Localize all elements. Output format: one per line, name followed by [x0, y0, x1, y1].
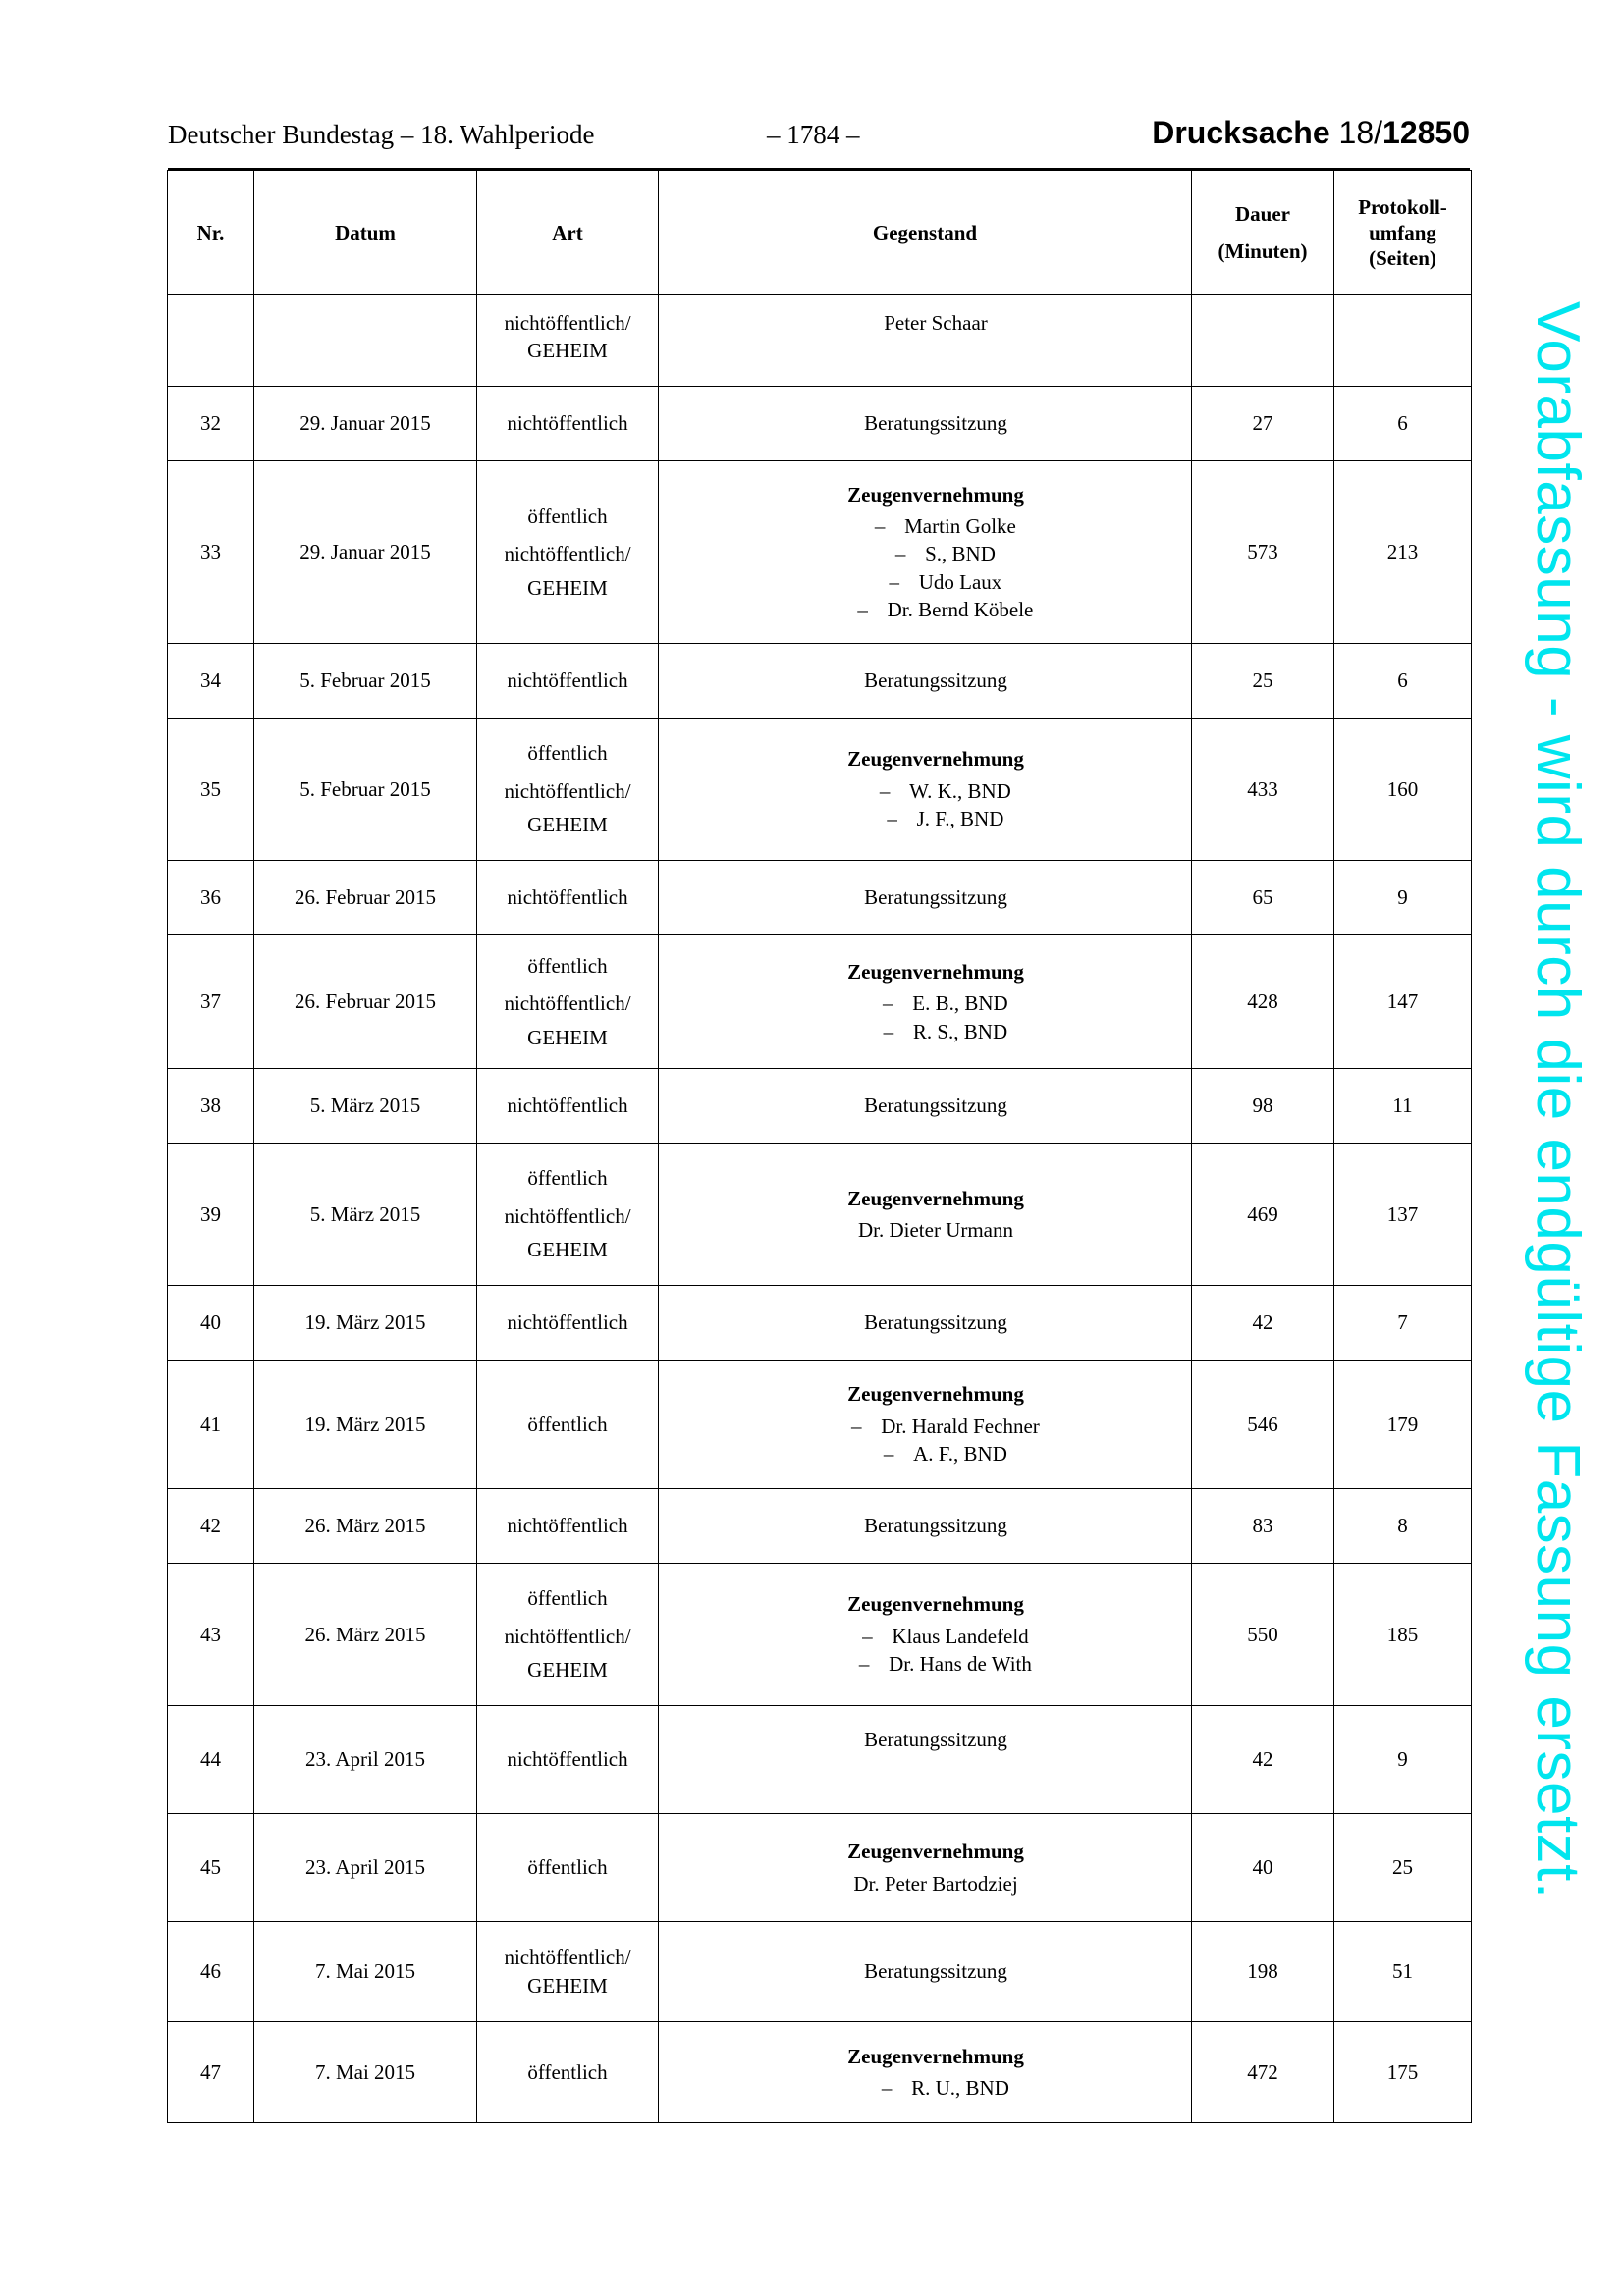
draft-watermark [1524, 301, 1592, 1990]
cell-art [477, 2022, 659, 2123]
witness-name: Dr. Hans de With [889, 1652, 1032, 1677]
art-line: öffentlich [527, 741, 608, 766]
witness-dash: – [887, 807, 897, 831]
cell-dauer: 469 [1192, 1144, 1334, 1286]
art-line: GEHEIM [527, 1025, 608, 1049]
gegenstand-title: Zeugenvernehmung [847, 1186, 1024, 1210]
table-row [168, 1144, 1472, 1286]
cell-nr [168, 295, 254, 387]
cell-seiten: 6 [1334, 387, 1472, 461]
cell-seiten: 25 [1334, 1814, 1472, 1922]
cell-seiten: 6 [1334, 644, 1472, 719]
gegenstand-text: Beratungssitzung [864, 1959, 1007, 1984]
cell-datum: 29. Januar 2015 [254, 387, 477, 461]
art-line: öffentlich [527, 2059, 608, 2084]
art-line: nichtöffentlich [507, 1514, 628, 1538]
cell-nr: 41 [168, 1361, 254, 1489]
col-header-protokoll [1334, 171, 1472, 295]
cell-nr: 32 [168, 387, 254, 461]
cell-art [477, 1564, 659, 1706]
cell-art [477, 461, 659, 644]
cell-seiten: 8 [1334, 1489, 1472, 1564]
table-row [168, 1922, 1472, 2022]
cell-seiten: 7 [1334, 1286, 1472, 1361]
cell-dauer: 198 [1192, 1922, 1334, 2022]
art-line: nichtöffentlich/ [504, 778, 631, 803]
witness-dash: – [862, 1624, 873, 1648]
col-header-nr: Nr. [168, 171, 254, 295]
cell-gegenstand [659, 295, 1192, 387]
art-line: nichtöffentlich/ [504, 991, 631, 1016]
cell-dauer: 25 [1192, 644, 1334, 719]
protokoll-label-2: umfang [1369, 220, 1436, 244]
art-line: nichtöffentlich/ [504, 311, 631, 335]
cell-art [477, 644, 659, 719]
cell-dauer: 27 [1192, 387, 1334, 461]
art-line: GEHEIM [527, 1658, 608, 1682]
witness-name: E. B., BND [912, 991, 1008, 1016]
witness-dash: – [883, 1442, 894, 1467]
witness-name: J. F., BND [916, 807, 1004, 831]
art-line: GEHEIM [527, 339, 608, 363]
witness-dash: – [879, 778, 891, 803]
table-body [168, 295, 1472, 2123]
witness-name: Dr. Harald Fechner [881, 1414, 1040, 1438]
cell-seiten: 213 [1334, 461, 1472, 644]
witness-item [680, 1413, 1191, 1440]
witness-item [680, 989, 1191, 1017]
table-header-row [168, 171, 1472, 295]
art-line: nichtöffentlich/ [504, 1203, 631, 1228]
art-line: GEHEIM [527, 575, 608, 600]
gegenstand-text: Dr. Dieter Urmann [857, 1218, 1014, 1242]
doc-period: 18/ [1329, 115, 1383, 150]
art-line: nichtöffentlich [507, 411, 628, 436]
cell-seiten: 179 [1334, 1361, 1472, 1489]
cell-seiten: 11 [1334, 1069, 1472, 1144]
witness-item [680, 1440, 1191, 1468]
cell-datum: 5. März 2015 [254, 1144, 477, 1286]
witness-item [680, 1018, 1191, 1045]
doc-number: 12850 [1382, 115, 1470, 150]
page-number: – 1784 – [767, 120, 860, 149]
gegenstand-text: Beratungssitzung [864, 411, 1007, 436]
protokoll-unit: (Seiten) [1369, 246, 1436, 271]
cell-nr: 37 [168, 935, 254, 1069]
cell-gegenstand [659, 861, 1192, 935]
art-line: nichtöffentlich [507, 1310, 628, 1335]
cell-seiten: 175 [1334, 2022, 1472, 2123]
cell-gegenstand [659, 1922, 1192, 2022]
cell-nr: 38 [168, 1069, 254, 1144]
gegenstand-text: Beratungssitzung [864, 668, 1007, 693]
table-row [168, 1286, 1472, 1361]
cell-gegenstand [659, 2022, 1192, 2123]
cell-datum: 26. Februar 2015 [254, 935, 477, 1069]
cell-art [477, 1286, 659, 1361]
cell-dauer: 42 [1192, 1286, 1334, 1361]
gegenstand-title: Zeugenvernehmung [847, 482, 1024, 507]
gegenstand-title: Zeugenvernehmung [847, 1382, 1024, 1407]
cell-art [477, 1069, 659, 1144]
cell-datum: 26. Februar 2015 [254, 861, 477, 935]
witness-dash: – [883, 991, 893, 1016]
art-line: nichtöffentlich/ [504, 542, 631, 566]
cell-datum: 7. Mai 2015 [254, 2022, 477, 2123]
cell-nr: 45 [168, 1814, 254, 1922]
dauer-label: Dauer [1235, 201, 1290, 226]
cell-art [477, 935, 659, 1069]
witness-item [680, 2074, 1191, 2102]
cell-dauer: 65 [1192, 861, 1334, 935]
cell-dauer [1192, 295, 1334, 387]
cell-nr: 33 [168, 461, 254, 644]
witness-item [680, 512, 1191, 540]
witness-name: A. F., BND [913, 1442, 1007, 1467]
gegenstand-text: Beratungssitzung [864, 1094, 1007, 1118]
cell-seiten: 137 [1334, 1144, 1472, 1286]
table-row [168, 1069, 1472, 1144]
cell-dauer: 98 [1192, 1069, 1334, 1144]
witness-name: S., BND [925, 542, 996, 566]
sessions-table [167, 170, 1472, 2123]
cell-nr: 35 [168, 719, 254, 861]
gegenstand-text: Beratungssitzung [864, 1728, 1007, 1751]
cell-datum: 7. Mai 2015 [254, 1922, 477, 2022]
cell-gegenstand [659, 719, 1192, 861]
cell-dauer: 83 [1192, 1489, 1334, 1564]
witness-dash: – [858, 1652, 870, 1677]
witness-dash: – [894, 542, 906, 566]
cell-dauer: 573 [1192, 461, 1334, 644]
table-row [168, 2022, 1472, 2123]
cell-nr: 44 [168, 1706, 254, 1814]
cell-art [477, 1706, 659, 1814]
witness-item [680, 777, 1191, 805]
witness-name: Martin Golke [904, 513, 1016, 538]
gegenstand-title: Zeugenvernehmung [847, 747, 1024, 772]
protokoll-label-1: Protokoll- [1358, 194, 1447, 219]
cell-gegenstand [659, 1489, 1192, 1564]
table-row [168, 861, 1472, 935]
cell-gegenstand [659, 935, 1192, 1069]
table-row [168, 1489, 1472, 1564]
art-line: nichtöffentlich/ [504, 1624, 631, 1648]
cell-art [477, 295, 659, 387]
witness-item [680, 1650, 1191, 1678]
cell-gegenstand [659, 1814, 1192, 1922]
table-row [168, 387, 1472, 461]
table-row [168, 719, 1472, 861]
table-row [168, 1814, 1472, 1922]
art-line: nichtöffentlich/ [504, 1946, 631, 1970]
gegenstand-text: Peter Schaar [884, 311, 988, 335]
art-line: nichtöffentlich [507, 1747, 628, 1772]
table-row [168, 1564, 1472, 1706]
cell-gegenstand [659, 1144, 1192, 1286]
cell-nr: 40 [168, 1286, 254, 1361]
cell-gegenstand [659, 644, 1192, 719]
cell-seiten: 51 [1334, 1922, 1472, 2022]
cell-art [477, 1814, 659, 1922]
witness-item [680, 1623, 1191, 1650]
cell-art [477, 387, 659, 461]
cell-datum: 19. März 2015 [254, 1286, 477, 1361]
dauer-unit: (Minuten) [1218, 240, 1308, 263]
witness-item [680, 805, 1191, 832]
cell-art [477, 861, 659, 935]
cell-gegenstand [659, 1286, 1192, 1361]
witness-dash: – [883, 1019, 894, 1043]
table-row [168, 1706, 1472, 1814]
cell-gegenstand [659, 1069, 1192, 1144]
art-line: öffentlich [527, 1412, 608, 1436]
cell-datum: 5. März 2015 [254, 1069, 477, 1144]
cell-art [477, 1144, 659, 1286]
art-line: GEHEIM [527, 1238, 608, 1262]
art-line: GEHEIM [527, 1973, 608, 1998]
cell-nr: 47 [168, 2022, 254, 2123]
cell-gegenstand [659, 387, 1192, 461]
cell-datum: 19. März 2015 [254, 1361, 477, 1489]
cell-gegenstand [659, 1361, 1192, 1489]
witness-item [680, 596, 1191, 623]
cell-dauer: 550 [1192, 1564, 1334, 1706]
gegenstand-text: Beratungssitzung [864, 1310, 1007, 1335]
cell-datum: 26. März 2015 [254, 1564, 477, 1706]
col-header-art: Art [477, 171, 659, 295]
cell-nr: 43 [168, 1564, 254, 1706]
cell-datum: 23. April 2015 [254, 1814, 477, 1922]
art-line: öffentlich [527, 504, 608, 528]
cell-gegenstand [659, 461, 1192, 644]
table-row [168, 295, 1472, 387]
witness-dash: – [874, 513, 886, 538]
gegenstand-title: Zeugenvernehmung [847, 1840, 1024, 1864]
cell-seiten: 160 [1334, 719, 1472, 861]
gegenstand-title: Zeugenvernehmung [847, 2044, 1024, 2068]
witness-dash: – [889, 569, 899, 594]
cell-art [477, 1361, 659, 1489]
cell-dauer: 428 [1192, 935, 1334, 1069]
witness-dash: – [850, 1414, 862, 1438]
col-header-gegenstand: Gegenstand [659, 171, 1192, 295]
table-row [168, 644, 1472, 719]
cell-datum [254, 295, 477, 387]
art-line: nichtöffentlich [507, 668, 628, 693]
cell-datum: 26. März 2015 [254, 1489, 477, 1564]
witness-dash: – [857, 598, 868, 622]
cell-datum: 5. Februar 2015 [254, 644, 477, 719]
cell-seiten: 147 [1334, 935, 1472, 1069]
col-header-dauer [1192, 171, 1334, 295]
art-line: öffentlich [527, 1166, 608, 1191]
watermark-text: Vorabfassung - wird durch die endgültige Fassung ersetzt. [1524, 301, 1592, 1899]
witness-item [680, 540, 1191, 567]
cell-dauer: 40 [1192, 1814, 1334, 1922]
cell-seiten [1334, 295, 1472, 387]
table-row [168, 935, 1472, 1069]
table-row [168, 1361, 1472, 1489]
gegenstand-text: Beratungssitzung [864, 1514, 1007, 1538]
cell-seiten: 9 [1334, 861, 1472, 935]
gegenstand-text: Beratungssitzung [864, 885, 1007, 910]
cell-dauer: 42 [1192, 1706, 1334, 1814]
witness-name: W. K., BND [909, 778, 1011, 803]
cell-datum: 23. April 2015 [254, 1706, 477, 1814]
cell-datum: 5. Februar 2015 [254, 719, 477, 861]
art-line: GEHEIM [527, 813, 608, 837]
witness-name: Dr. Bernd Köbele [887, 598, 1034, 622]
cell-seiten: 9 [1334, 1706, 1472, 1814]
cell-art [477, 1922, 659, 2022]
cell-dauer: 546 [1192, 1361, 1334, 1489]
gegenstand-title: Zeugenvernehmung [847, 1592, 1024, 1617]
gegenstand-title: Zeugenvernehmung [847, 959, 1024, 984]
witness-name: Klaus Landefeld [892, 1624, 1029, 1648]
cell-datum: 29. Januar 2015 [254, 461, 477, 644]
art-line: nichtöffentlich [507, 885, 628, 910]
art-line: nichtöffentlich [507, 1094, 628, 1118]
cell-seiten: 185 [1334, 1564, 1472, 1706]
col-header-datum: Datum [254, 171, 477, 295]
cell-gegenstand [659, 1564, 1192, 1706]
cell-art [477, 719, 659, 861]
header-parliament: Deutscher Bundestag – 18. Wahlperiode [168, 120, 595, 149]
witness-item [680, 568, 1191, 596]
cell-nr: 42 [168, 1489, 254, 1564]
gegenstand-text: Dr. Peter Bartodziej [853, 1871, 1018, 1896]
art-line: öffentlich [527, 1586, 608, 1611]
witness-name: R. U., BND [911, 2076, 1009, 2100]
doc-prefix: Drucksache [1152, 115, 1330, 150]
art-line: öffentlich [527, 953, 608, 978]
witness-name: R. S., BND [912, 1019, 1008, 1043]
document-number [1152, 115, 1470, 151]
cell-art [477, 1489, 659, 1564]
cell-nr: 46 [168, 1922, 254, 2022]
cell-nr: 36 [168, 861, 254, 935]
cell-nr: 34 [168, 644, 254, 719]
cell-dauer: 433 [1192, 719, 1334, 861]
cell-dauer: 472 [1192, 2022, 1334, 2123]
cell-nr: 39 [168, 1144, 254, 1286]
witness-dash: – [881, 2076, 893, 2100]
cell-gegenstand [659, 1706, 1192, 1814]
witness-name: Udo Laux [918, 569, 1002, 594]
table-row [168, 461, 1472, 644]
art-line: öffentlich [527, 1855, 608, 1880]
